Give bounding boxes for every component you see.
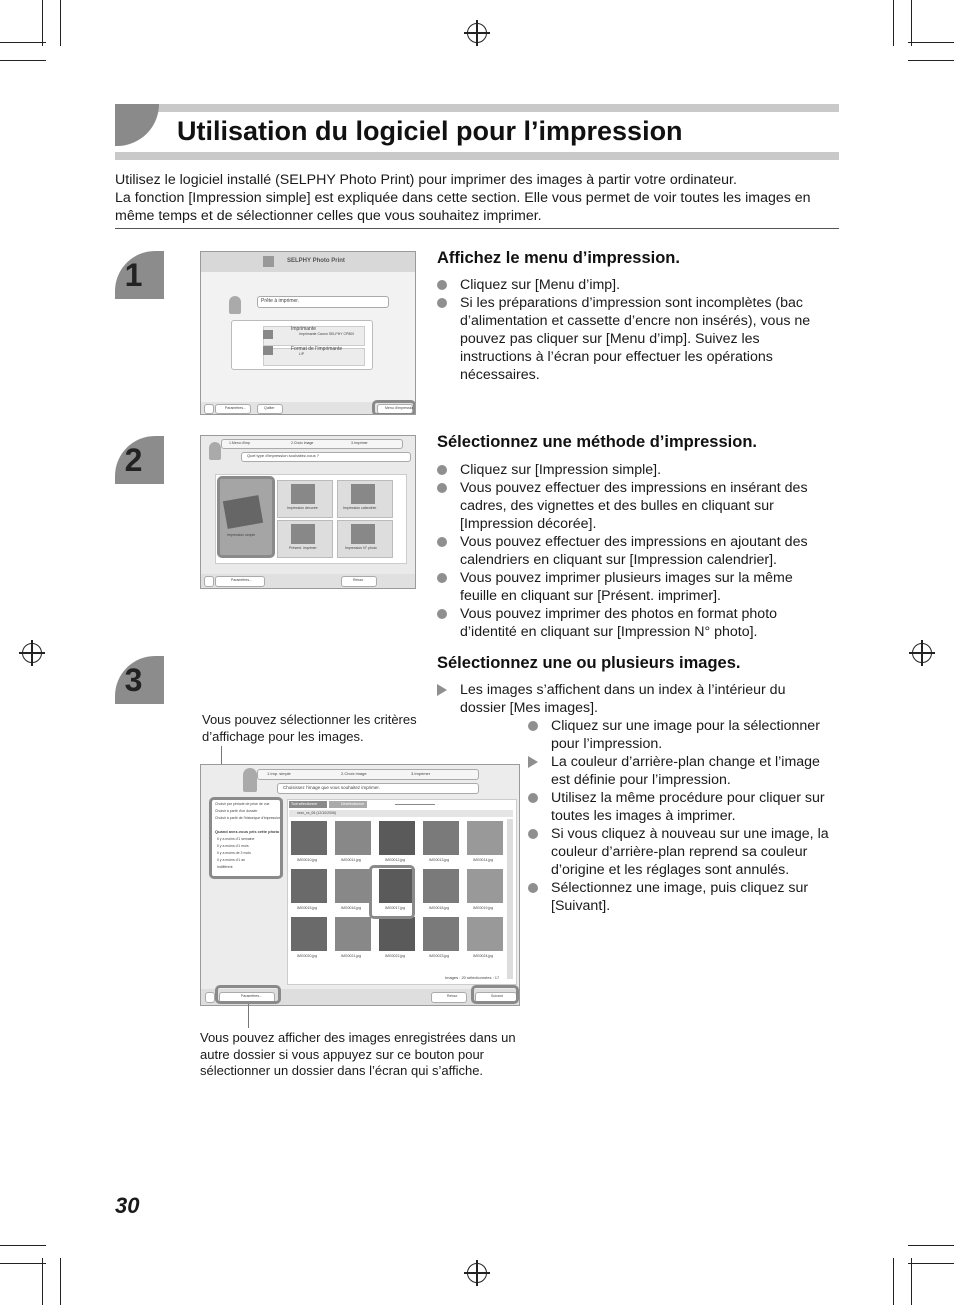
highlight-frame — [369, 865, 415, 919]
list-item: Cliquez sur une image pour la sélectionner pour l’impression. — [528, 717, 840, 753]
step1-heading: Affichez le menu d’impression. — [437, 249, 680, 267]
step3-heading: Sélectionnez une ou plusieurs images. — [437, 654, 741, 672]
image-thumbnail[interactable] — [379, 821, 415, 855]
list-item: Cliquez sur [Impression simple]. — [437, 461, 832, 479]
crumb: 1.Imp. simple — [267, 771, 291, 776]
image-filename: IMG0021.jpg — [341, 954, 362, 958]
status-prompt: Prête à imprimer. — [261, 298, 300, 304]
list-item: Vous pouvez imprimer plusieurs images sur la même feuille en cliquant sur [Présent. imprimer]. — [437, 569, 832, 605]
list-item: Si vous cliquez à nouveau sur une image, la couleur d’arrière-plan reprend sa couleur d’origine et les réglages sont annulés. — [528, 825, 840, 879]
paper-icon — [263, 346, 273, 355]
page-title: Utilisation du logiciel pour l’impression — [177, 116, 683, 146]
image-thumbnail[interactable] — [335, 821, 371, 855]
image-filename: IMG0014.jpg — [473, 858, 494, 862]
page-number: 30 — [115, 1193, 140, 1218]
selection-prompt: Choisissez l'image que vous souhaitez imprimer. — [283, 785, 380, 790]
crumb: 3.Imprimer — [411, 771, 431, 776]
crumb: 1.Menu d'imp — [229, 441, 250, 445]
grid-scrollbar[interactable] — [507, 819, 513, 979]
list-item: Si les préparations d’impression sont incomplètes (bac d’alimentation et cassette d’encre non insérés), vous ne pouvez pas cliquer sur [Menu d’imp]. Suivez les instructions à l’écran pour effectuer les opérations nécessaires. — [437, 294, 822, 384]
filter-option[interactable]: Il y a moins d'1 an — [217, 858, 246, 862]
highlight-frame — [209, 797, 283, 879]
callout-line — [248, 1004, 249, 1028]
image-thumbnail[interactable] — [379, 917, 415, 951]
filter-option[interactable]: Il y a moins de 3 mois — [217, 851, 251, 855]
paper-value: L/P — [299, 352, 305, 356]
help-button[interactable] — [204, 576, 214, 587]
filter-option[interactable]: Choisir par période de prise de vue — [215, 802, 270, 806]
image-thumbnail[interactable] — [291, 821, 327, 855]
highlight-frame — [372, 400, 416, 415]
registration-mark — [912, 643, 932, 663]
assistant-icon — [243, 768, 257, 792]
image-filename: IMG0022.jpg — [385, 954, 406, 958]
image-thumbnail[interactable] — [335, 917, 371, 951]
image-filename: IMG0024.jpg — [473, 954, 494, 958]
image-thumbnail[interactable] — [291, 917, 327, 951]
step-number: 2 — [124, 441, 143, 478]
list-item: Les images s’affichent dans un index à l’intérieur du dossier [Mes images]. — [437, 681, 827, 717]
step2-bullets — [437, 461, 832, 641]
filter-option[interactable]: Choisir à partir d'un dossier — [215, 809, 258, 813]
step3-sub-bullets — [528, 717, 840, 915]
callout-filter: Vous pouvez sélectionner les critères d’affichage pour les images. — [202, 712, 417, 744]
image-thumbnail[interactable] — [291, 869, 327, 903]
help-button[interactable] — [205, 992, 215, 1003]
filter-option[interactable]: Choisir à partir de l'historique d'impression — [215, 816, 281, 820]
filter-option[interactable]: Il y a moins d'1 mois — [217, 844, 249, 848]
image-filename: IMG0011.jpg — [341, 858, 361, 862]
assistant-icon — [229, 296, 241, 314]
image-filename: IMG0016.jpg — [341, 906, 362, 910]
step1-bullets — [437, 276, 822, 384]
list-item: Vous pouvez effectuer des impressions en insérant des cadres, des vignettes et des bulles en cliquant sur [Impression décorée]. — [437, 479, 832, 533]
step3-bullets — [437, 681, 827, 717]
registration-mark — [467, 1263, 487, 1283]
printer-icon — [263, 330, 273, 339]
paper-label: Format de l’imprimante — [291, 346, 343, 352]
app-title: SELPHY Photo Print — [287, 258, 345, 264]
image-thumbnail[interactable] — [467, 869, 503, 903]
selection-count: Images : 20 sélectionnées : 17 — [445, 975, 500, 980]
screenshot-image-selection: 1.Imp. simple 2.Choix image 3.Imprimer Choisissez l'image que vous souhaitez imprimer. Choisir par période de prise de vue Choisir à partir d'un dossier Choisir à partir de l'historique d'impression Quand avez-vous pris cette photo ? Il y a moins d'1 semaine Il y a moins d'1 mois Il y a moins de 3 mois Il y a moins d'1 an Indifférent Tout sélectionner Désélectionner xxxx_xx_06 (12/10/2006) IMG0010.jpg IMG0011.jpg IMG0012.jpg IMG0013.jpg IMG0014.jpg IMG0015.jpg IMG0016.jpg IMG0017.jpg IMG0018.jpg IMG0019.jpg IMG0020.jpg IMG0021.jpg IMG0022.jpg IMG0023.jpg IMG0024.jpg Images : 20 sélectionnées : 17 Paramètres... Retour Suivant — [200, 764, 520, 1006]
image-thumbnail[interactable] — [423, 821, 459, 855]
image-filename: IMG0012.jpg — [385, 858, 406, 862]
list-item: Vous pouvez effectuer des impressions en ajoutant des calendriers en cliquant sur [Impression calendrier]. — [437, 533, 832, 569]
list-item: Vous pouvez imprimer des photos en format photo d’identité en cliquant sur [Impression N° photo]. — [437, 605, 832, 641]
image-thumbnail[interactable] — [423, 869, 459, 903]
image-thumbnail[interactable] — [423, 917, 459, 951]
app-logo-icon — [263, 256, 274, 267]
image-filename: IMG0023.jpg — [429, 954, 450, 958]
method-question: Quel type d'impression souhaitez-vous ? — [247, 453, 319, 458]
filter-option[interactable]: Il y a moins d'1 semaine — [217, 837, 255, 841]
list-item: Cliquez sur [Menu d’imp]. — [437, 276, 822, 294]
intro-text: Utilisez le logiciel installé (SELPHY Photo Print) pour imprimer des images à partir votre ordinateur. La fonction [Impression simple] est expliquée dans cette section. Elle vous permet de voir toutes les images en même temps et de sélectionner celles que vous souhaitez imprimer. — [115, 172, 811, 224]
image-filename: IMG0017.jpg — [385, 906, 406, 910]
assistant-icon — [209, 442, 221, 460]
screenshot-print-menu: SELPHY Photo Print Prête à imprimer. Imprimante Imprimante Canon SELPHY CP800 Format de l’imprimante L/P Paramètres... Quitter Menu d’impression — [200, 251, 416, 415]
highlight-frame — [215, 985, 281, 1004]
screenshot-print-method: 1.Menu d'imp 2.Choix image 3.Imprimer Quel type d'impression souhaitez-vous ? Impression simple Impression décorée Impression calendrier Présent. imprimer Impression N° photo Paramètres... Retour — [200, 435, 416, 589]
image-thumbnail[interactable] — [467, 821, 503, 855]
image-thumbnail[interactable] — [467, 917, 503, 951]
zoom-slider[interactable] — [395, 804, 435, 805]
printer-label: Imprimante — [291, 326, 317, 332]
callout-folder-button: Vous pouvez afficher des images enregistrées dans un autre dossier si vous appuyez sur ce bouton pour sélectionner un dossier dans l’écran qui s’affiche. — [200, 1030, 516, 1078]
highlight-frame — [471, 985, 519, 1004]
image-filename: IMG0019.jpg — [473, 906, 494, 910]
folder-name: xxxx_xx_06 (12/10/2006) — [297, 811, 337, 815]
registration-mark — [22, 643, 42, 663]
printer-value: Imprimante Canon SELPHY CP800 — [299, 332, 355, 336]
help-button[interactable] — [204, 404, 214, 414]
registration-mark — [467, 23, 487, 43]
image-thumbnail[interactable] — [335, 869, 371, 903]
step-number: 3 — [124, 661, 143, 698]
image-filename: IMG0013.jpg — [429, 858, 450, 862]
list-item: Sélectionnez une image, puis cliquez sur [Suivant]. — [528, 879, 840, 915]
crumb: 2.Choix image — [341, 771, 367, 776]
image-filename: IMG0020.jpg — [297, 954, 318, 958]
filter-heading: Quand avez-vous pris cette photo ? — [215, 829, 283, 834]
image-filename: IMG0015.jpg — [297, 906, 318, 910]
image-filename: IMG0018.jpg — [429, 906, 450, 910]
step-number: 1 — [124, 256, 143, 293]
crumb: 2.Choix image — [291, 441, 314, 445]
crumb: 3.Imprimer — [351, 441, 368, 445]
step2-heading: Sélectionnez une méthode d’impression. — [437, 433, 757, 451]
image-filename: IMG0010.jpg — [297, 858, 318, 862]
list-item: Utilisez la même procédure pour cliquer sur toutes les images à imprimer. — [528, 789, 840, 825]
list-item: La couleur d’arrière-plan change et l’image est définie pour l’impression. — [528, 753, 840, 789]
divider — [115, 228, 839, 229]
filter-option[interactable]: Indifférent — [217, 865, 233, 869]
